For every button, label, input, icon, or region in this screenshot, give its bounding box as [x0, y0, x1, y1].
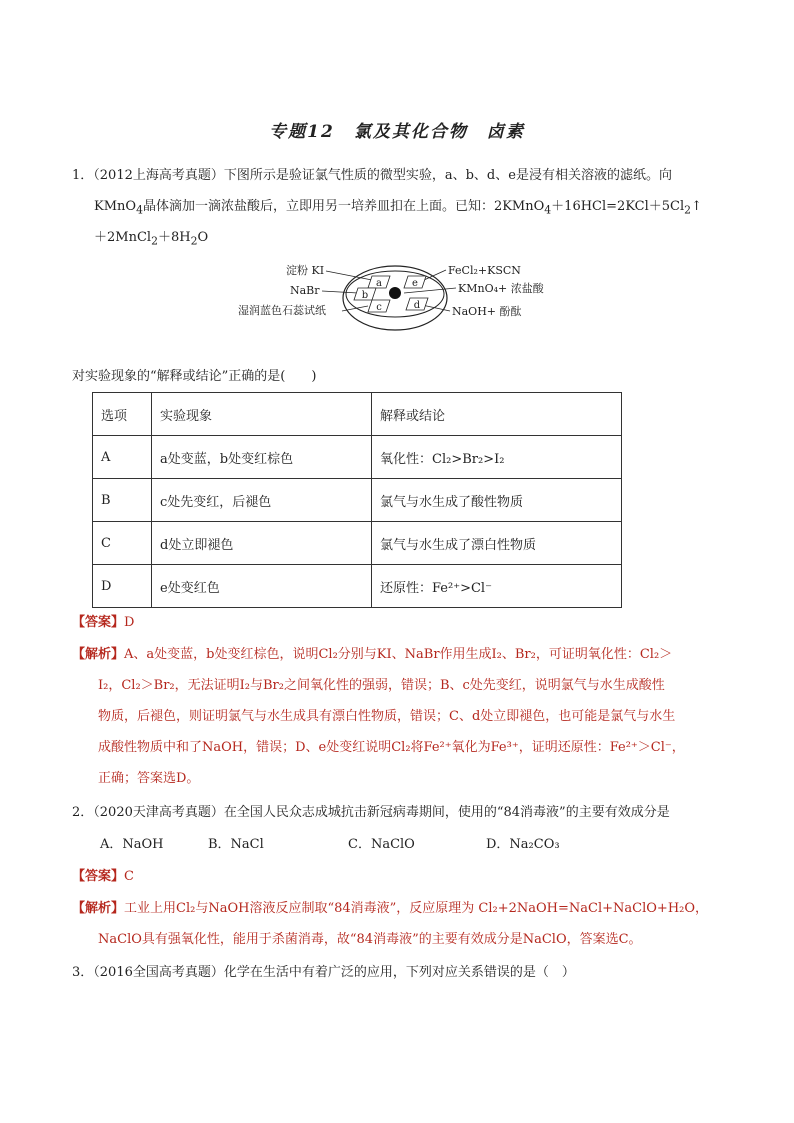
- kmno4-crystal: [389, 287, 401, 299]
- q1-sub: 2: [190, 234, 198, 248]
- analysis-text: 工业上用Cl₂与NaOH溶液反应制取“84消毒液”，反应原理为 Cl₂+2NaOH=NaCl+NaClO+H₂O，: [124, 901, 709, 916]
- label-naoh-phenolphthalein: NaOH+ 酚酞: [452, 305, 522, 318]
- q2-option-a: A．NaOH: [100, 837, 164, 852]
- table-header-cell: 解释或结论: [372, 393, 622, 436]
- q1-analysis-line-5: 正确；答案选D。: [98, 771, 200, 786]
- q1-options-table: [92, 392, 622, 608]
- analysis-text: A、a处变蓝，b处变红棕色，说明Cl₂分别与KI、NaBr作用生成I₂、Br₂，可证明氧化性：Cl₂＞: [124, 647, 673, 662]
- answer-tag: 【答案】: [72, 869, 125, 884]
- table-cell: 氧化性：Cl₂>Br₂>I₂: [372, 436, 622, 479]
- q1-text: 晶体滴加一滴浓盐酸后，立即用另一培养皿扣在上面。已知：2KMnO: [142, 199, 545, 214]
- q2-answer: [72, 866, 134, 888]
- q2-option-b: B．NaCl: [208, 837, 264, 852]
- table-cell: 氯气与水生成了酸性物质: [372, 479, 622, 522]
- table-row: [93, 565, 622, 608]
- spot-a: a: [376, 278, 382, 289]
- analysis-tag: 【解析】: [72, 901, 125, 916]
- q1-stem-line-2: [94, 196, 702, 222]
- answer-value: C: [124, 869, 134, 884]
- table-cell: c处先变红，后褪色: [152, 479, 372, 522]
- q2-analysis-line-1: [72, 898, 708, 920]
- table-cell: D: [93, 565, 152, 608]
- spot-e: e: [412, 278, 418, 289]
- q1-stem-line-1: 1．（2012上海高考真题）下图所示是验证氯气性质的微型实验，a、b、d、e是浸有相关溶液的滤纸。向: [72, 168, 672, 183]
- q1-text: KMnO: [94, 199, 137, 214]
- q2-option-c: C．NaClO: [348, 837, 415, 852]
- table-cell: a处变蓝，b处变红棕色: [152, 436, 372, 479]
- q2-stem: 2．（2020天津高考真题）在全国人民众志成城抗击新冠病毒期间，使用的“84消毒液”的主要有效成分是: [72, 805, 670, 820]
- q1-sub: 4: [136, 203, 143, 217]
- table-cell: B: [93, 479, 152, 522]
- table-cell: d处立即褪色: [152, 522, 372, 565]
- table-row: [93, 522, 622, 565]
- table-cell: 氯气与水生成了漂白性物质: [372, 522, 622, 565]
- label-kmno4-hcl: KMnO₄+ 浓盐酸: [458, 282, 544, 295]
- table-header-row: [93, 393, 622, 436]
- table-cell: C: [93, 522, 152, 565]
- table-row: [93, 436, 622, 479]
- q1-sub: 4: [544, 203, 552, 217]
- table-cell: A: [93, 436, 152, 479]
- q1-sub: 2: [684, 203, 692, 217]
- q3-stem: 3．（2016全国高考真题）化学在生活中有着广泛的应用，下列对应关系错误的是（ ）: [72, 965, 575, 980]
- spot-d: d: [413, 300, 421, 311]
- q1-analysis-line-1: [72, 644, 672, 666]
- q1-question: 对实验现象的“解释或结论”正确的是( ): [72, 369, 317, 384]
- label-starch-ki: 淀粉 KI: [286, 264, 325, 277]
- label-fecl2-kscn: FeCl₂+KSCN: [448, 264, 521, 277]
- q1-analysis-line-3: 物质，后褪色，则证明氯气与水生成具有漂白性物质，错误；C、d处立即褪色，也可能是氯气与水生: [98, 709, 676, 724]
- q1-text: O: [197, 230, 209, 245]
- table-header-cell: 选项: [93, 393, 152, 436]
- q1-sub: 2: [151, 234, 158, 248]
- q2-analysis-line-2: NaClO具有强氧化性，能用于杀菌消毒，故“84消毒液”的主要有效成分是NaClO，答案选C。: [98, 932, 642, 947]
- q1-analysis-line-2: I₂，Cl₂＞Br₂，无法证明I₂与Br₂之间氧化性的强弱，错误；B、c处先变红，说明氯气与水生成酸性: [98, 678, 665, 693]
- spot-b: b: [361, 290, 369, 301]
- q1-stem-line-3: [94, 227, 208, 253]
- q1-text: ＋16HCl=2KCl＋5Cl: [551, 199, 685, 214]
- answer-value: D: [124, 615, 135, 630]
- table-cell: e处变红色: [152, 565, 372, 608]
- q1-analysis-line-4: 成酸性物质中和了NaOH，错误；D、e处变红说明Cl₂将Fe²⁺氧化为Fe³⁺，证明还原性：Fe²⁺＞Cl⁻，: [98, 740, 685, 755]
- q1-text: ＋8H: [157, 230, 191, 245]
- petri-dish-diagram: [238, 258, 558, 348]
- label-litmus: 湿润蓝色石蕊试纸: [238, 304, 326, 317]
- label-nabr: NaBr: [290, 284, 320, 297]
- table-row: [93, 479, 622, 522]
- page-title: 专题12 氯及其化合物 卤素: [269, 122, 525, 142]
- analysis-tag: 【解析】: [72, 647, 125, 662]
- answer-tag: 【答案】: [72, 615, 125, 630]
- q2-option-d: D．Na₂CO₃: [486, 837, 560, 852]
- table-cell: 还原性：Fe²⁺>Cl⁻: [372, 565, 622, 608]
- spot-c: c: [376, 302, 382, 313]
- q1-answer: [72, 612, 134, 634]
- table-header-cell: 实验现象: [152, 393, 372, 436]
- q1-text: ＋2MnCl: [94, 230, 152, 245]
- q1-text: ↑: [691, 199, 702, 214]
